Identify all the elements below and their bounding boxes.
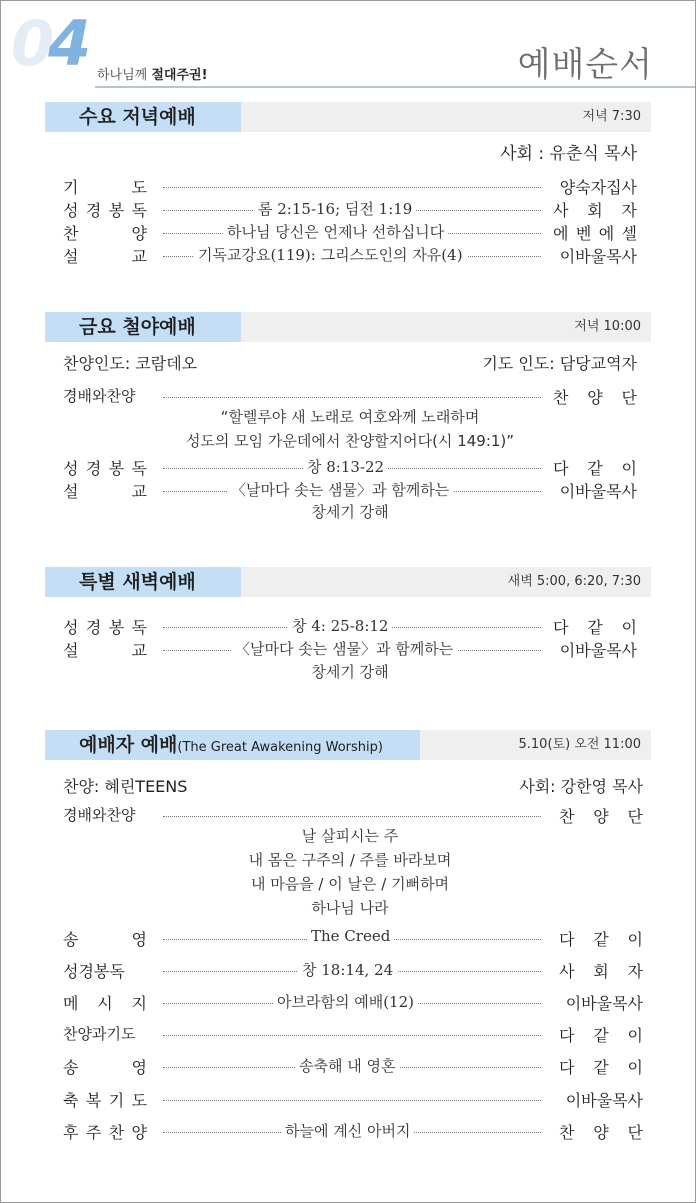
section-bar-worshipper: [45, 730, 651, 760]
dot-leader: [163, 816, 541, 817]
row-content: 하늘에 계신 아버지: [281, 1120, 414, 1141]
row-label: 설 교: [63, 641, 147, 660]
row-label: 설 교: [63, 247, 147, 266]
section-time: 5.10(토) 오전 11:00: [518, 737, 641, 752]
row-label: 경배와찬양: [63, 387, 136, 405]
dot-leader: [163, 187, 541, 188]
row-label: 송 영: [63, 1058, 147, 1077]
section-time: 저녁 7:30: [582, 109, 641, 124]
page-number-digit-4: 4: [48, 7, 86, 80]
row-content: 기독교강요(119): 그리스도인의 자유(4): [194, 244, 467, 265]
row-label: 찬 양: [63, 224, 147, 243]
row-content: 롬 2:15-16; 딤전 1:19: [254, 198, 416, 219]
dot-leader: [163, 397, 541, 398]
row-label: 송 영: [63, 930, 147, 949]
header-divider: [95, 86, 695, 88]
row-label: 성 경 봉 독: [63, 201, 147, 220]
row-content: 하나님 당신은 언제나 선하십니다: [223, 221, 448, 242]
sermon-subtitle: 창세기 강해: [311, 503, 389, 521]
row-label: 축 복 기 도: [63, 1091, 147, 1110]
row-person: 이바울목사: [565, 1091, 643, 1110]
section-time: 저녁 10:00: [574, 319, 641, 334]
section-title: 수요 저녁예배: [45, 102, 241, 132]
prayer-leader: 기도 인도: 담당교역자: [482, 354, 637, 373]
page-header: [1, 1, 695, 91]
tagline-part-1: 하나님께: [97, 68, 152, 83]
row-person: 이바울목사: [559, 482, 637, 501]
quote-line: “할렐루야 새 노래로 여호와께 노래하며: [220, 408, 480, 426]
section-bar-friday: [45, 312, 651, 342]
song-line: 날 살피시는 주: [301, 827, 399, 845]
row-person: 찬 양 단: [553, 388, 637, 407]
dot-leader: [163, 1035, 541, 1036]
tagline: [97, 64, 208, 83]
page-title: 예배순서: [517, 45, 653, 85]
row-label: 성 경 봉 독: [63, 618, 147, 637]
section-title: 금요 철야예배: [45, 312, 241, 342]
song-line: 내 마음을 / 이 날은 / 기뻐하며: [250, 875, 450, 893]
host-text: 사회: 강한영 목사: [519, 777, 643, 796]
row-content: 송축해 내 영혼: [295, 1055, 399, 1076]
song-line: 내 몸은 구주의 / 주를 바라보며: [248, 851, 452, 869]
row-person: 다 같 이: [559, 1026, 643, 1045]
section-bar-dawn: [45, 567, 651, 597]
row-person: 양숙자집사: [559, 178, 637, 197]
row-person: 이바울목사: [565, 994, 643, 1013]
song-line: 하나님 나라: [311, 899, 389, 917]
section-title: 예배자 예배(The Great Awakening Worship): [45, 730, 420, 760]
row-person: 다 같 이: [553, 618, 637, 637]
row-label: 후 주 찬 양: [63, 1123, 147, 1142]
row-content: 창 18:14, 24: [298, 959, 397, 980]
row-person: 다 같 이: [559, 930, 643, 949]
section-title: 특별 새벽예배: [45, 567, 241, 597]
row-label: 찬양과기도: [63, 1025, 136, 1043]
praise-team: 찬양: 혜린TEENS: [63, 777, 188, 796]
tagline-part-2: 절대주권!: [151, 68, 208, 83]
row-content: 아브라함의 예배(12): [273, 991, 418, 1012]
row-label: 경배와찬양: [63, 806, 136, 824]
row-content: 〈날마다 솟는 샘물〉과 함께하는: [231, 638, 457, 659]
page-number: [11, 7, 86, 80]
row-label: 성 경 봉 독: [63, 459, 147, 478]
row-person: 이바울목사: [559, 641, 637, 660]
row-content: The Creed: [307, 927, 394, 945]
row-content: 〈날마다 솟는 샘물〉과 함께하는: [227, 479, 453, 500]
row-label: 성경봉독: [63, 962, 125, 981]
section-bar-wednesday: [45, 102, 651, 132]
row-label: 기 도: [63, 178, 147, 197]
row-person: 찬 양 단: [559, 1123, 643, 1142]
page-number-digit-0: 0: [11, 7, 49, 80]
row-person: 사 회 자: [553, 201, 637, 220]
praise-leader: 찬양인도: 코람데오: [63, 354, 198, 373]
dot-leader: [163, 1100, 541, 1101]
row-person: 다 같 이: [559, 1058, 643, 1077]
host-text: 사회 : 유춘식 목사: [500, 144, 637, 164]
row-person: 다 같 이: [553, 459, 637, 478]
row-label: 메 시 지: [63, 994, 147, 1013]
row-content: 창 8:13-22: [303, 456, 388, 477]
quote-line: 성도의 모임 가운데에서 찬양할지어다(시 149:1)”: [185, 432, 515, 450]
row-label: 설 교: [63, 482, 147, 501]
row-person: 사 회 자: [559, 962, 643, 981]
sermon-subtitle: 창세기 강해: [311, 663, 389, 681]
section-time: 새벽 5:00, 6:20, 7:30: [507, 574, 641, 589]
row-person: 찬 양 단: [559, 807, 643, 826]
row-person: 에 벤 에 셀: [553, 224, 637, 243]
row-person: 이바울목사: [559, 247, 637, 266]
row-content: 창 4: 25-8:12: [288, 615, 392, 636]
